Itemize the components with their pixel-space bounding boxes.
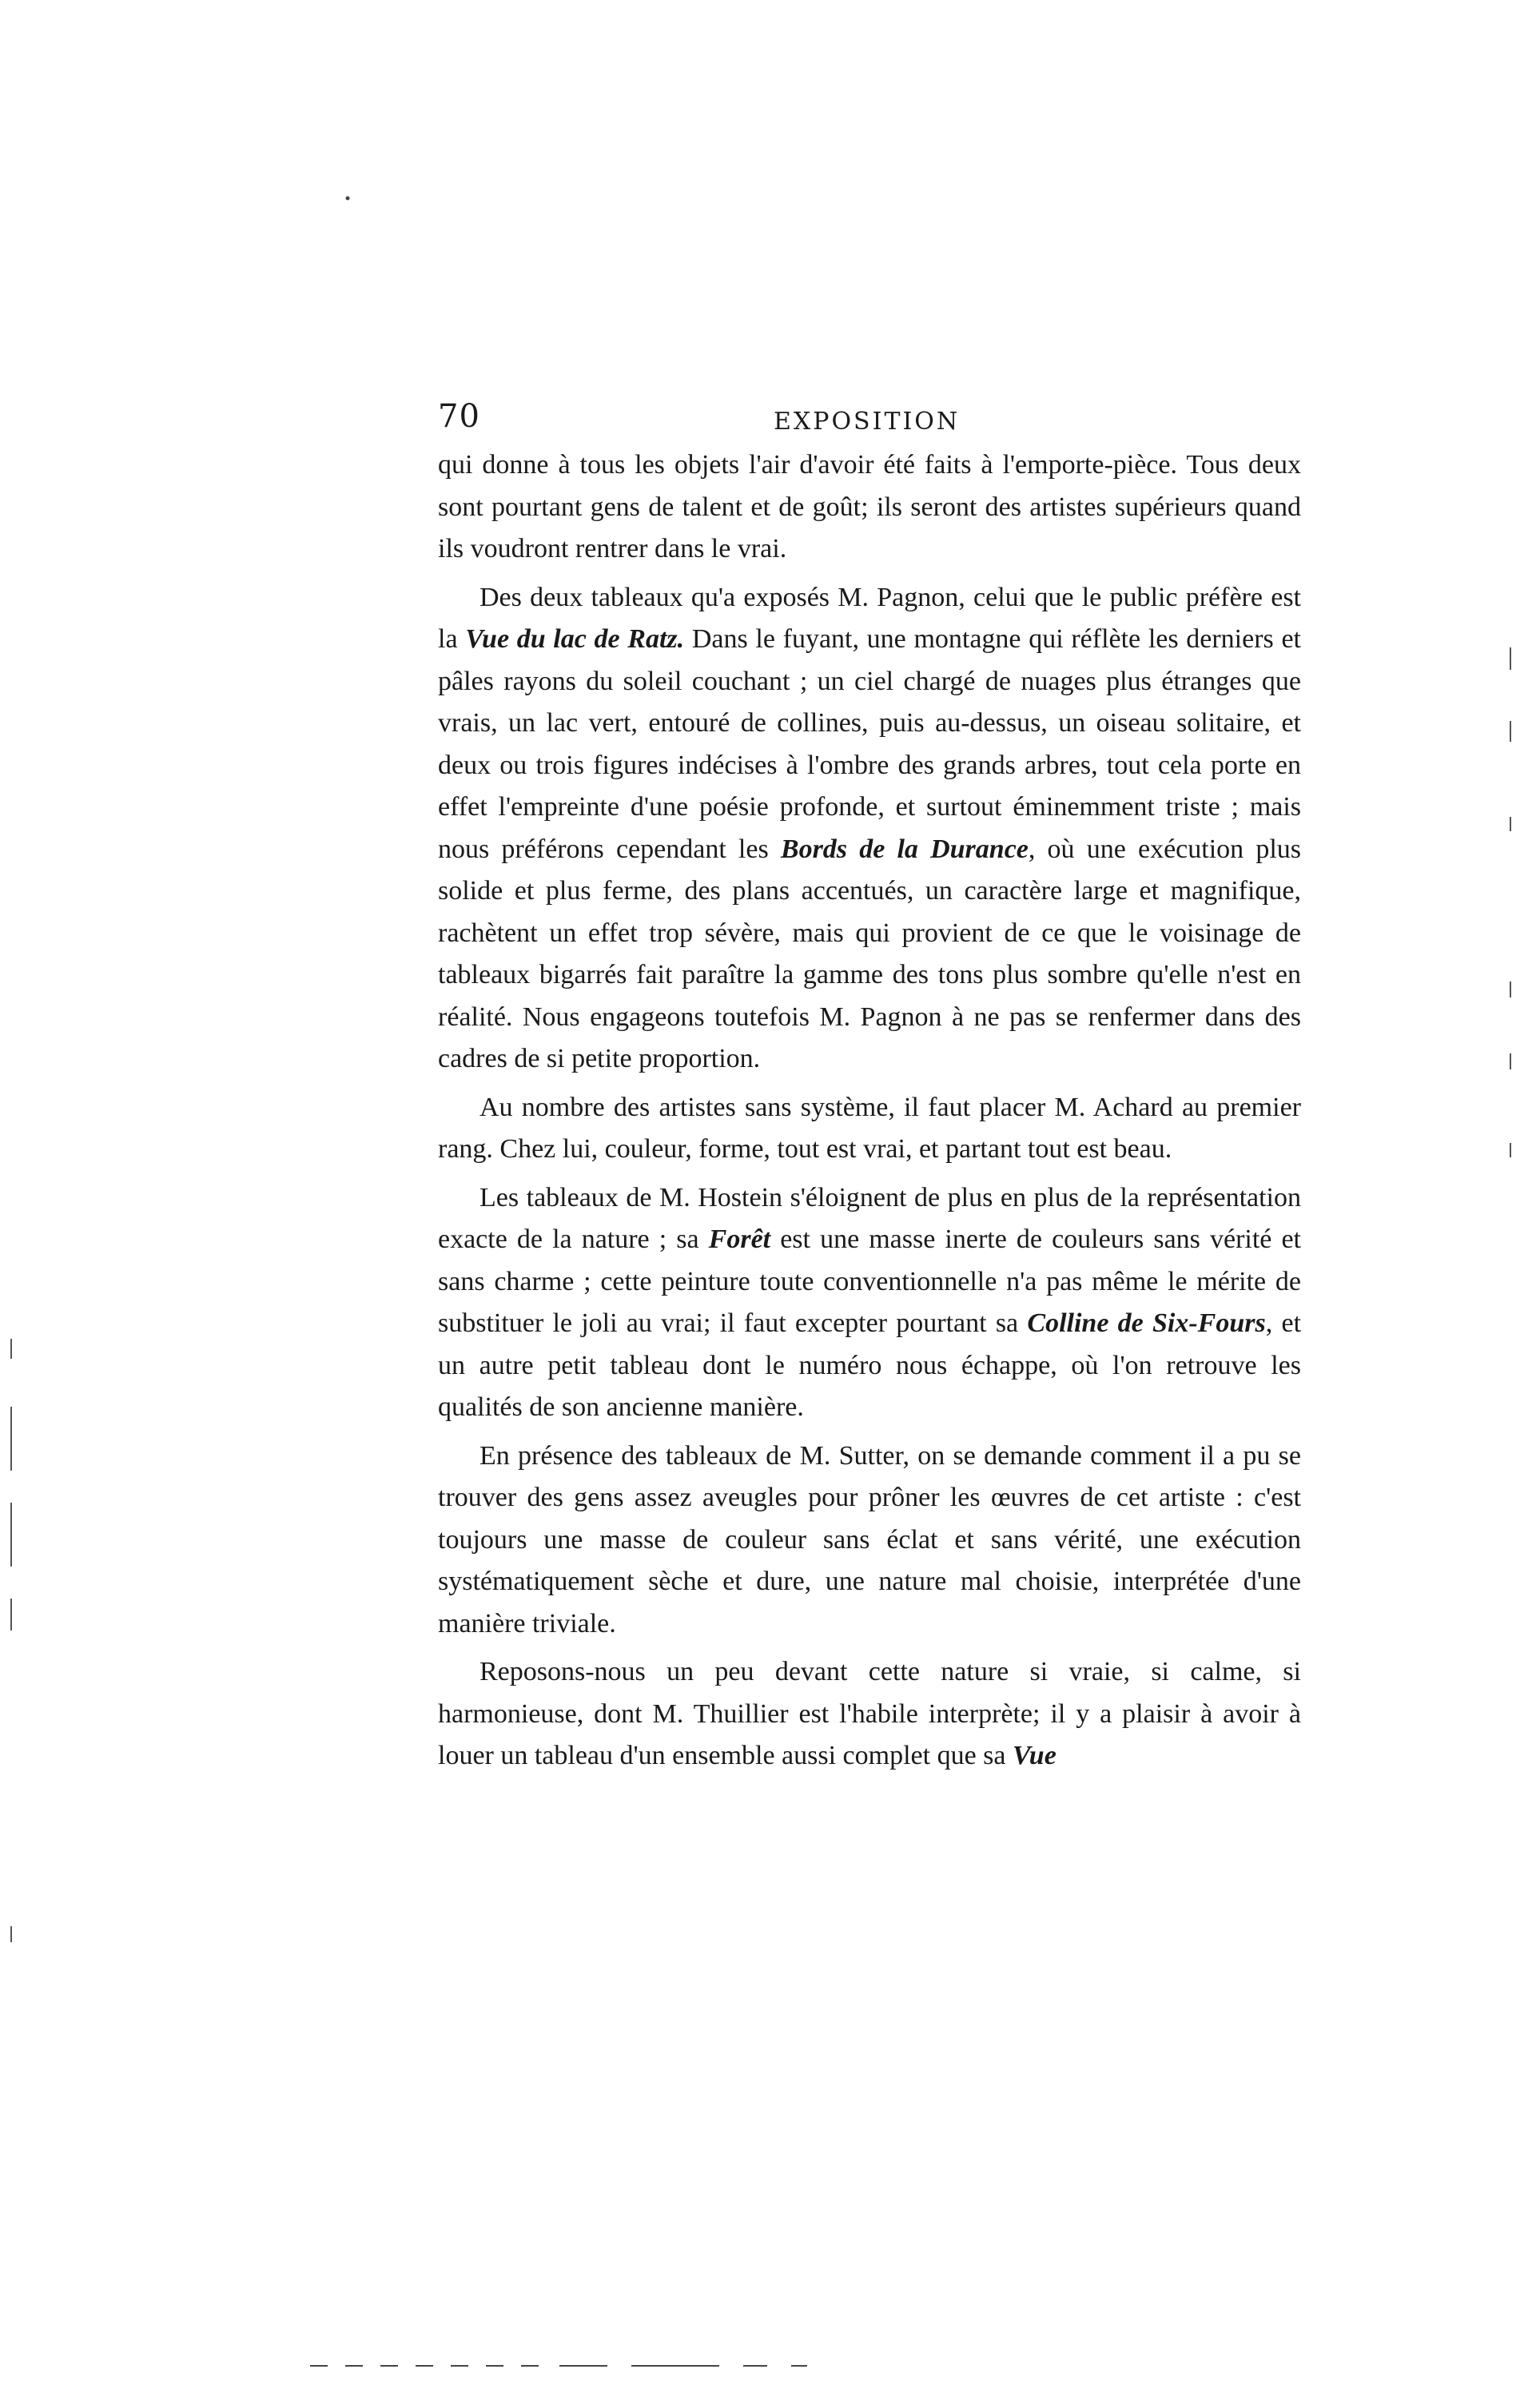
text-run: Des deux tableaux qu'a exposés M. Pagnon, celui que le public préfère est la	[438, 582, 1301, 654]
paragraph	[438, 1177, 1301, 1429]
body-text	[438, 444, 1301, 1784]
text-run: , où une exécution plus solide et plus ferme, des plans accentués, un caractère large et magnifique, rachètent un effet trop sévère, mais qui provient de ce que le voisinage de tableaux bigarrés fait paraître la gamme des tons plus sombre qu'elle n'est en réalité. Nous engageons toutefois M. Pagnon à ne pas se renfermer dans des cadres de si petite proportion.	[438, 834, 1301, 1073]
text-run: En présence des tableaux de M. Sutter, on se demande comment il a pu se trouver des gens assez aveugles pour prôner les œuvres de cet artiste : c'est toujours une masse de couleur sans éclat et sans vérité, une exécution systématiquement sèche et dure, une nature mal choisie, interprétée d'une manière triviale.	[438, 1440, 1301, 1638]
text-run: , et un autre petit tableau dont le numéro nous échappe, où l'on retrouve les qualités de son ancienne manière.	[438, 1308, 1302, 1422]
paragraph	[438, 1087, 1301, 1171]
page-number: 70	[438, 398, 480, 435]
paragraph	[438, 444, 1301, 571]
text-run: qui donne à tous les objets l'air d'avoir été faits à l'emporte-pièce. Tous deux sont pourtant gens de talent et de goût; ils seront des artistes supérieurs quand ils voudront rentrer dans le vrai.	[438, 450, 1301, 563]
text-run: Dans le fuyant, une montagne qui réflète les derniers et pâles rayons du soleil couchant ; un ciel chargé de nuages plus étranges que vrais, un lac vert, entouré de collines, puis au-dessus, un oiseau solitaire, et deux ou trois figures indécises à l'ombre des grands arbres, tout cela porte en effet l'empreinte d'une poésie profonde, et surtout éminemment triste ; mais nous préférons cependant les	[438, 624, 1301, 864]
text-run: Au nombre des artistes sans système, il faut placer M. Achard au premier rang. Chez lui, couleur, forme, tout est vrai, et partant tout est beau.	[438, 1092, 1301, 1164]
paragraph	[438, 1435, 1301, 1646]
paragraph	[438, 1651, 1301, 1778]
running-header	[438, 398, 1309, 438]
text-run: est une masse inerte de couleurs sans vérité et sans charme ; cette peinture toute conventionnelle n'a pas même le mérite de substituer le joli au vrai; il faut excepter pourtant sa	[438, 1224, 1302, 1338]
paragraph	[438, 577, 1301, 1081]
italic-title: Vue du lac de Ratz.	[465, 624, 685, 654]
italic-title: Colline de Six-Fours	[1027, 1308, 1266, 1338]
italic-title: Bords de la Durance	[780, 834, 1029, 864]
text-run: Les tableaux de M. Hostein s'éloignent de plus en plus de la représentation exacte de la nature ; sa	[438, 1182, 1301, 1254]
italic-title: Vue	[1012, 1741, 1057, 1770]
text-run: Reposons-nous un peu devant cette nature si vraie, si calme, si harmonieuse, dont M. Thuillier est l'habile interprète; il y a plaisir à avoir à louer un tableau d'un ensemble aussi complet que sa	[438, 1657, 1301, 1770]
italic-title: Forêt	[708, 1224, 771, 1254]
running-title: EXPOSITION	[774, 408, 961, 436]
